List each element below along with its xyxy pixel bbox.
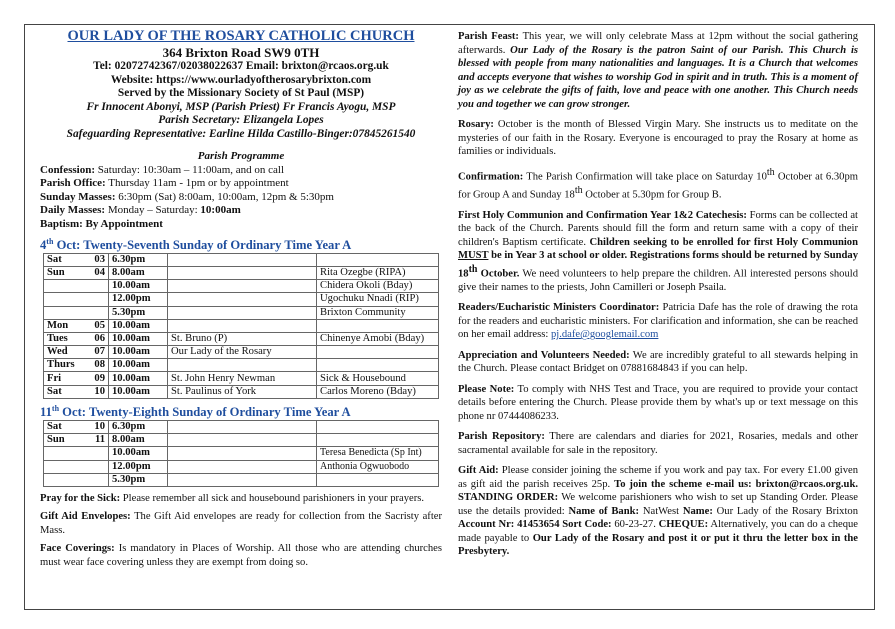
notice-pray-sick: Pray for the Sick: Please remember all sick and housebound parishioners in your prayers. — [40, 492, 425, 504]
week2-schedule — [43, 420, 439, 487]
schedule-row — [44, 293, 439, 306]
notice-confirmation: Confirmation: The Parish Confirmation will take place on Saturday 10th October at 6.30pm for Group A and Sunday 18th October at 5.30pm for Group B. — [458, 166, 858, 201]
schedule-intention: Chinenye Amobi (Bday) — [317, 332, 439, 345]
schedule-intention — [317, 421, 439, 434]
schedule-feast — [168, 434, 317, 447]
schedule-feast: Our Lady of the Rosary — [168, 346, 317, 359]
schedule-day — [44, 306, 85, 319]
church-address: 364 Brixton Road SW9 0TH — [162, 45, 320, 60]
schedule-row — [44, 319, 439, 332]
schedule-intention — [317, 346, 439, 359]
notice-rosary: Rosary: October is the month of Blessed Virgin Mary. She instructs us to meditate on the mysteries of our faith in the Rosary. Everyone is encouraged to pray the Rosary at home as families or individuals. — [458, 119, 858, 157]
schedule-intention — [317, 253, 439, 266]
schedule-row — [44, 280, 439, 293]
programme-line-office: Parish Office: Thursday 11am - 1pm or by appointment — [40, 177, 289, 190]
schedule-intention — [317, 319, 439, 332]
schedule-feast — [168, 473, 317, 486]
schedule-time: 6.30pm — [109, 421, 168, 434]
schedule-date — [84, 280, 109, 293]
schedule-row — [44, 460, 439, 473]
schedule-time: 12.00pm — [109, 460, 168, 473]
schedule-time: 12.00pm — [109, 293, 168, 306]
schedule-date: 09 — [84, 372, 109, 385]
schedule-date — [84, 306, 109, 319]
programme-line-baptism: Baptism: By Appointment — [40, 217, 163, 230]
schedule-feast: St. John Henry Newman — [168, 372, 317, 385]
schedule-date — [84, 473, 109, 486]
schedule-day: Sat — [44, 385, 85, 398]
schedule-row — [44, 253, 439, 266]
notice-gift-aid: Gift Aid: Please consider joining the scheme if you work and pay tax. For every £1.00 given as gift aid the parish receives 25p. To join the scheme e-mail us: brixton@rcaos.org.uk. STANDING ORDER: We welcome parishioners who wish to set up Standing Order. Please use the details provided: Name of Bank: NatWest Name: Our Lady of the Rosary Brixton Account Nr: 41453654 Sort Code: 60-23-27. CHEQUE: Alternatively, you can do a cheque made payable to Our Lady of the Rosary and post it or put it thru the letter box in the Presbytery. — [458, 465, 859, 558]
schedule-day: Sat — [44, 421, 85, 434]
programme-line-sunday: Sunday Masses: 6:30pm (Sat) 8:00am, 10:00am, 12pm & 5:30pm — [40, 190, 334, 203]
week2-heading: 11th Oct: Twenty-Eighth Sunday of Ordinary Time Year A — [40, 403, 351, 419]
schedule-time: 10.00am — [109, 319, 168, 332]
schedule-feast — [168, 253, 317, 266]
schedule-date: 10 — [84, 385, 109, 398]
website-line: Website: https://www.ourladyoftherosarybrixton.com — [110, 73, 372, 86]
schedule-time: 10.00am — [109, 359, 168, 372]
schedule-row — [44, 473, 439, 486]
notice-face-coverings: Face Coverings: Is mandatory in Places of Worship. All those who are attending churches must wear face covering unless they are exempt from doing so. — [40, 543, 442, 568]
schedule-row — [44, 306, 439, 319]
week1-heading: 4th Oct: Twenty-Seventh Sunday of Ordinary Time Year A — [40, 236, 352, 252]
schedule-intention: Teresa Benedicta (Sp Int) — [317, 447, 439, 460]
schedule-time: 5.30pm — [109, 306, 168, 319]
schedule-time: 10.00am — [109, 332, 168, 345]
schedule-feast — [168, 306, 317, 319]
schedule-day: Wed — [44, 346, 85, 359]
week1-schedule — [43, 253, 439, 399]
schedule-time: 6.30pm — [109, 253, 168, 266]
schedule-day — [44, 447, 85, 460]
served-by-line: Served by the Missionary Society of St Paul (MSP) — [117, 87, 365, 99]
schedule-time: 10.00am — [109, 385, 168, 398]
schedule-time: 10.00am — [109, 372, 168, 385]
schedule-intention: Brixton Community — [317, 306, 439, 319]
schedule-row — [44, 332, 439, 345]
schedule-row — [44, 447, 439, 460]
programme-line-daily: Daily Masses: Monday – Saturday: 10:00am — [40, 204, 241, 217]
schedule-intention: Carlos Moreno (Bday) — [317, 385, 439, 398]
schedule-feast — [168, 319, 317, 332]
schedule-day — [44, 460, 85, 473]
priests-line: Fr Innocent Abonyi, MSP (Parish Priest) Fr Francis Ayogu, MSP — [86, 100, 396, 113]
schedule-row — [44, 372, 439, 385]
schedule-date: 04 — [84, 266, 109, 279]
schedule-feast — [168, 421, 317, 434]
schedule-day: Thurs — [44, 359, 85, 372]
schedule-feast — [168, 266, 317, 279]
left-column — [40, 28, 442, 569]
schedule-intention: Rita Ozegbe (RIPA) — [317, 266, 439, 279]
schedule-date: 03 — [84, 253, 109, 266]
schedule-date: 10 — [84, 421, 109, 434]
schedule-time: 10.00am — [109, 280, 168, 293]
schedule-row — [44, 359, 439, 372]
schedule-intention: Chidera Okoli (Bday) — [317, 280, 439, 293]
schedule-time: 10.00am — [109, 346, 168, 359]
contact-line: Tel: 02072742367/02038022637 Email: brixton@rcaos.org.uk — [93, 60, 389, 72]
schedule-intention — [317, 359, 439, 372]
programme-line-confession: Confession: Saturday: 10:30am – 11:00am, and on call — [40, 163, 285, 176]
schedule-intention: Anthonia Ogwuobodo — [317, 460, 439, 473]
schedule-day: Sun — [44, 266, 85, 279]
schedule-day: Fri — [44, 372, 85, 385]
schedule-row — [44, 346, 439, 359]
schedule-day — [44, 280, 85, 293]
schedule-row — [44, 266, 439, 279]
notice-appreciation: Appreciation and Volunteers Needed: We are incredibly grateful to all stewards helping in the Church. Please contact Bridget on 07881684843 if you can help. — [458, 349, 859, 375]
schedule-feast — [168, 293, 317, 306]
schedule-feast — [168, 359, 317, 372]
schedule-time: 5.30pm — [109, 473, 168, 486]
notice-please-note: Please Note: To comply with NHS Test and Trace, you are required to provide your contact details before entering the Church. Please provide them by what's up or text message on this phone nr 07444086233. — [458, 383, 859, 422]
notice-gift-aid-envelopes: Gift Aid Envelopes: The Gift Aid envelopes are ready for collection from the Sacristy after Mass. — [40, 511, 443, 536]
notice-readers: Readers/Eucharistic Ministers Coordinator: Patricia Dafe has the role of drawing the rota for the readers and eucharistic ministers. For clarification and information, she can be reached on her email address: pj.dafe@googlemail.com — [458, 302, 859, 341]
schedule-row — [44, 385, 439, 398]
schedule-feast — [168, 460, 317, 473]
schedule-date: 07 — [84, 346, 109, 359]
schedule-intention: Ugochuku Nnadi (RIP) — [317, 293, 439, 306]
schedule-date — [84, 293, 109, 306]
schedule-date — [84, 447, 109, 460]
schedule-day: Mon — [44, 319, 85, 332]
notice-repository: Parish Repository: There are calendars and diaries for 2021, Rosaries, medals and other sacramental available for sale in the repository. — [458, 431, 858, 456]
schedule-date: 08 — [84, 359, 109, 372]
schedule-date: 06 — [84, 332, 109, 345]
schedule-time: 8.00am — [109, 434, 168, 447]
schedule-time: 10.00am — [109, 447, 168, 460]
schedule-intention: Sick & Housebound — [317, 372, 439, 385]
programme-title: Parish Programme — [197, 150, 285, 162]
secretary-line: Parish Secretary: Elizangela Lopes — [158, 114, 324, 126]
notice-parish-feast: Parish Feast: This year, we will only celebrate Mass at 12pm without the social gathering afterwards. Our Lady of the Rosary is the patron Saint of our Parish. This Church is blessed with people from many nationalities and languages. It is a Church that welcomes and accepts everyone that wishes to worship God in spirit and in truth. This is a moment of joy as we celebrate the gifts of faith, love and peace with one another. This Church needs you and together we can grow stronger. — [458, 31, 859, 110]
schedule-time: 8.00am — [109, 266, 168, 279]
schedule-intention — [317, 473, 439, 486]
schedule-day — [44, 293, 85, 306]
readers-email-link[interactable]: pj.dafe@googlemail.com — [550, 329, 659, 341]
schedule-day: Tues — [44, 332, 85, 345]
safeguarding-line: Safeguarding Representative: Earline Hilda Castillo-Binger:07845261540 — [66, 127, 416, 140]
schedule-feast — [168, 280, 317, 293]
schedule-day: Sun — [44, 434, 85, 447]
schedule-day — [44, 473, 85, 486]
schedule-feast: St. Paulinus of York — [168, 385, 317, 398]
schedule-date — [84, 460, 109, 473]
schedule-row — [44, 434, 439, 447]
schedule-feast: St. Bruno (P) — [168, 332, 317, 345]
schedule-intention — [317, 434, 439, 447]
schedule-date: 11 — [84, 434, 109, 447]
right-column — [458, 30, 858, 566]
schedule-day: Sat — [44, 253, 85, 266]
notice-first-communion: First Holy Communion and Confirmation Year 1&2 Catechesis: Forms can be collected at the back of the Church. Parents should fill the form and return same with a copy of their children's Baptism certificate. Children seeking to be enrolled for first Holy Communion MUST be in Year 3 at school or older. Registrations forms should be returned by Sunday 18th October. We need volunteers to help prepare the children. All interested persons should give their names to the priests, John Camilleri or Joseph Psaila. — [458, 209, 858, 293]
schedule-date: 05 — [84, 319, 109, 332]
church-name: OUR LADY OF THE ROSARY CATHOLIC CHURCH — [67, 28, 415, 44]
schedule-row — [44, 421, 439, 434]
schedule-feast — [168, 447, 317, 460]
